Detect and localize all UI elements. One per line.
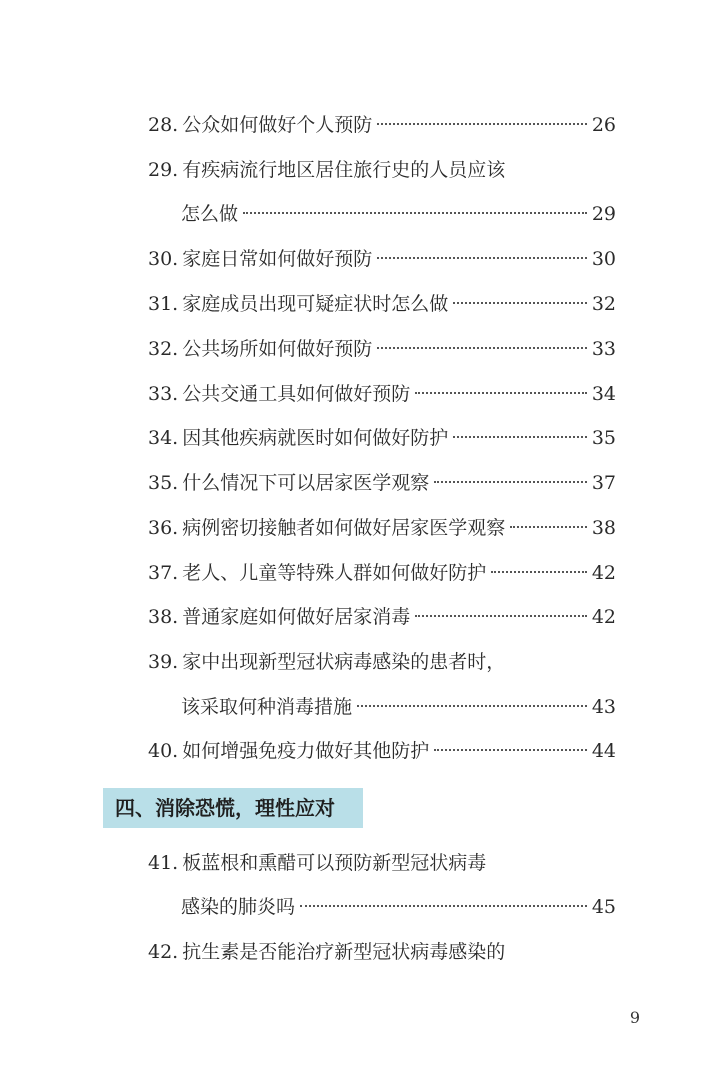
entry-page: 33 — [591, 338, 616, 360]
entry-title: 普通家庭如何做好居家消毒 — [182, 606, 411, 628]
dot-leader — [491, 571, 587, 573]
entry-title-continuation: 怎么做 — [181, 203, 239, 225]
entry-number: 42. — [148, 941, 179, 963]
entry-page: 42 — [591, 606, 616, 628]
entry-title: 公众如何做好个人预防 — [182, 114, 373, 136]
section-heading[interactable]: 四、消除恐慌，理性应对 — [103, 788, 363, 828]
entry-title-continuation: 该采取何种消毒措施 — [181, 696, 353, 718]
entry-page: 45 — [591, 896, 616, 918]
toc-entry[interactable] — [148, 424, 616, 452]
dot-leader — [377, 123, 587, 125]
entry-page: 38 — [591, 517, 616, 539]
entry-title: 公共交通工具如何做好预防 — [182, 383, 411, 405]
entry-title: 什么情况下可以居家医学观察 — [182, 472, 430, 494]
entry-title: 抗生素是否能治疗新型冠状病毒感染的 — [182, 941, 506, 963]
entry-number: 38. — [148, 606, 179, 628]
toc-entry[interactable] — [148, 380, 616, 408]
entry-number: 39. — [148, 651, 179, 673]
entry-page: 32 — [591, 293, 616, 315]
toc-entry-continuation[interactable] — [181, 693, 616, 721]
entry-title: 如何增强免疫力做好其他防护 — [182, 740, 430, 762]
dot-leader — [453, 436, 587, 438]
entry-page: 44 — [591, 740, 616, 762]
dot-leader — [415, 615, 587, 617]
toc-entry[interactable] — [148, 648, 616, 676]
entry-number: 41. — [148, 852, 179, 874]
entry-title: 因其他疾病就医时如何做好防护 — [182, 427, 449, 449]
dot-leader — [377, 257, 587, 259]
dot-leader — [434, 481, 587, 483]
entry-number: 28. — [148, 114, 179, 136]
entry-page: 42 — [591, 562, 616, 584]
dot-leader — [300, 905, 587, 907]
toc-entry[interactable] — [148, 938, 616, 966]
entry-title: 有疾病流行地区居住旅行史的人员应该 — [182, 159, 506, 181]
entry-page: 29 — [591, 203, 616, 225]
toc-entry[interactable] — [148, 245, 616, 273]
entry-number: 36. — [148, 517, 179, 539]
entry-number: 30. — [148, 248, 179, 270]
entry-page: 43 — [591, 696, 616, 718]
toc-entry[interactable] — [148, 514, 616, 542]
dot-leader — [415, 392, 587, 394]
toc-entry-continuation[interactable] — [181, 893, 616, 921]
dot-leader — [243, 212, 587, 214]
entry-title: 家中出现新型冠状病毒感染的患者时， — [182, 651, 506, 673]
entry-page: 34 — [591, 383, 616, 405]
entry-title: 板蓝根和熏醋可以预防新型冠状病毒 — [182, 852, 487, 874]
entry-number: 40. — [148, 740, 179, 762]
toc-entry[interactable] — [148, 156, 616, 184]
entry-number: 34. — [148, 427, 179, 449]
toc-entry[interactable] — [148, 111, 616, 139]
toc-entry-continuation[interactable] — [181, 200, 616, 228]
toc-entry[interactable] — [148, 290, 616, 318]
toc-entry[interactable] — [148, 849, 616, 877]
toc-entry[interactable] — [148, 603, 616, 631]
dot-leader — [357, 705, 587, 707]
toc-entry[interactable] — [148, 559, 616, 587]
entry-page: 26 — [591, 114, 616, 136]
entry-page: 30 — [591, 248, 616, 270]
entry-title: 家庭成员出现可疑症状时怎么做 — [182, 293, 449, 315]
entry-title: 家庭日常如何做好预防 — [182, 248, 373, 270]
entry-title-continuation: 感染的肺炎吗 — [181, 896, 296, 918]
entry-page: 35 — [591, 427, 616, 449]
dot-leader — [510, 526, 587, 528]
entry-title: 老人、儿童等特殊人群如何做好防护 — [182, 562, 487, 584]
entry-number: 33. — [148, 383, 179, 405]
entry-page: 37 — [591, 472, 616, 494]
dot-leader — [434, 749, 587, 751]
entry-number: 32. — [148, 338, 179, 360]
toc-entry[interactable] — [148, 335, 616, 363]
dot-leader — [377, 347, 587, 349]
entry-number: 35. — [148, 472, 179, 494]
entry-number: 37. — [148, 562, 179, 584]
entry-number: 31. — [148, 293, 179, 315]
entry-title: 病例密切接触者如何做好居家医学观察 — [182, 517, 506, 539]
toc-entry[interactable] — [148, 737, 616, 765]
entry-number: 29. — [148, 159, 179, 181]
dot-leader — [453, 302, 587, 304]
toc-entry[interactable] — [148, 469, 616, 497]
page-number: 9 — [629, 1008, 640, 1027]
entry-title: 公共场所如何做好预防 — [182, 338, 373, 360]
